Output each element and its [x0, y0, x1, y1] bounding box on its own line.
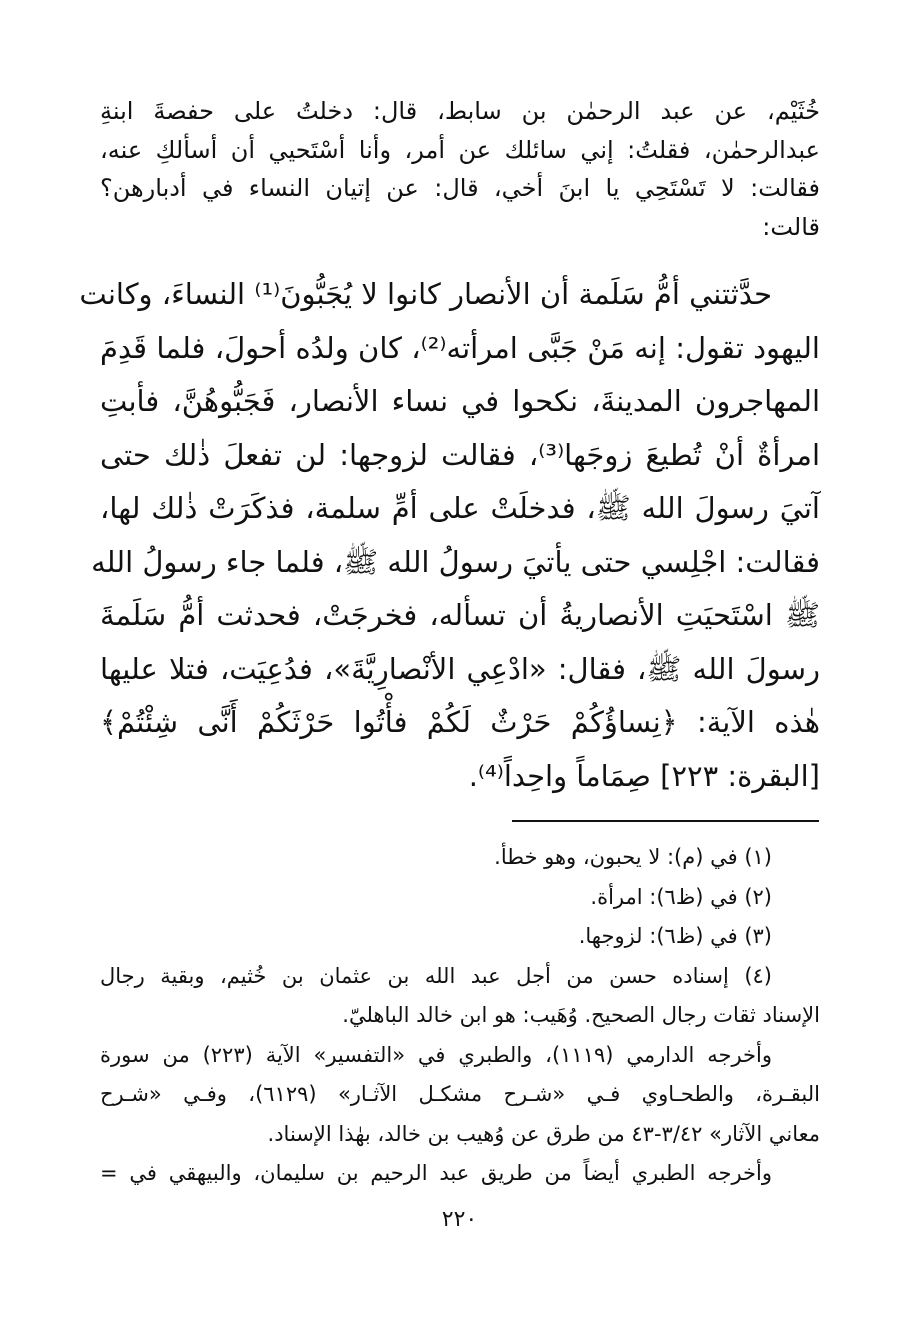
hadith-line: امرأةٌ أنْ تُطيعَ زوجَها⁽³⁾، فقالت لزوجها: لن تفعلَ ذٰلك حتى	[100, 437, 820, 472]
footnote-line: (٢) في (ظ٦): امرأة.	[590, 884, 772, 909]
hadith-line: هٰذه الآية: ﴿نِساؤُكُمْ حَرْثٌ لَكُمْ فأْتُوا حَرْثَكُمْ أَنَّى شِئْتُمْ﴾	[100, 705, 820, 739]
hadith-line: [البقرة: ٢٢٣] صِمَاماً واحِداً⁽⁴⁾.	[468, 758, 820, 793]
intro-line: قالت:	[762, 212, 820, 241]
intro-paragraph	[100, 92, 820, 246]
footnote-line: (٣) في (ظ٦): لزوجها.	[578, 924, 772, 948]
intro-line: فقالت: لا تَسْتَحِي يا ابنَ أخي، قال: عن إتيان النساء في أدبارهن؟	[100, 174, 820, 202]
hadith-line: آتيَ رسولَ الله ﷺ، فدخلَتْ على أمِّ سلمة، فذكَرَتْ ذٰلك لها،	[100, 491, 820, 525]
footnote-line: (١) في (م): لا يحبون، وهو خطأ.	[494, 845, 772, 869]
hadith-line: رسولَ الله ﷺ، فقال: «ادْعِي الأنْصارِيَّةَ»، فدُعِيَت، فتلا عليها	[100, 651, 820, 686]
hadith-line: اليهود تقول: إنه مَنْ جَبَّى امرأته⁽²⁾، كان ولدُه أحولَ، فلما قَدِمَ	[100, 330, 820, 365]
footnote-line: الإسناد ثقات رجال الصحيح. وُهَيب: هو ابن خالد الباهليّ.	[342, 1003, 820, 1027]
page-number: ٢٢٠	[441, 1207, 478, 1232]
footnote-line: (٤) إسناده حسن من أجل عبد الله بن عثمان بن خُثيم، وبقية رجال	[100, 963, 772, 988]
footnote-separator	[512, 820, 819, 822]
intro-line: عبدالرحمٰن، فقلتُ: إني سائلك عن أمر، وأنا أسْتَحيي أن أسألكِ عنه،	[100, 135, 820, 164]
hadith-paragraph	[79, 268, 820, 803]
intro-line: خُثَيْم، عن عبد الرحمٰن بن سابط، قال: دخلتُ على حفصةَ ابنةِ	[100, 97, 820, 125]
footnotes	[100, 838, 820, 1194]
hadith-line: فقالت: اجْلِسي حتى يأتيَ رسولُ الله ﷺ، فلما جاء رسولُ الله	[91, 544, 820, 579]
footnote-line: البقـرة، والطحـاوي فـي «شـرح مشكـل الآثـار» (٦١٢٩)، وفـي «شـرح	[100, 1082, 820, 1106]
footnote-line: وأخرجه الطبري أيضاً من طريق عبد الرحيم بن سليمان، والبيهقي في =	[100, 1161, 772, 1185]
hadith-line: ﷺ اسْتَحيَتِ الأنصاريةُ أن تسأله، فخرجَتْ، فحدثت أمُّ سَلَمةَ	[100, 598, 820, 632]
footnote-line: وأخرجه الدارمي (١١١٩)، والطبري في «التفسير» الآية (٢٢٣) من سورة	[100, 1042, 772, 1067]
hadith-line: حدَّثتني أمُّ سَلَمة أن الأنصار كانوا لا يُجَبُّونَ⁽¹⁾ النساءَ، وكانت	[79, 277, 772, 311]
hadith-line: المهاجرون المدينةَ، نكحوا في نساء الأنصار، فَجَبُّوهُنَّ، فأبتِ	[100, 384, 820, 418]
footnote-line: معاني الآثار» ٣/٤٢-٤٣ من طرق عن وُهيب بن خالد، بهٰذا الإسناد.	[267, 1121, 820, 1146]
